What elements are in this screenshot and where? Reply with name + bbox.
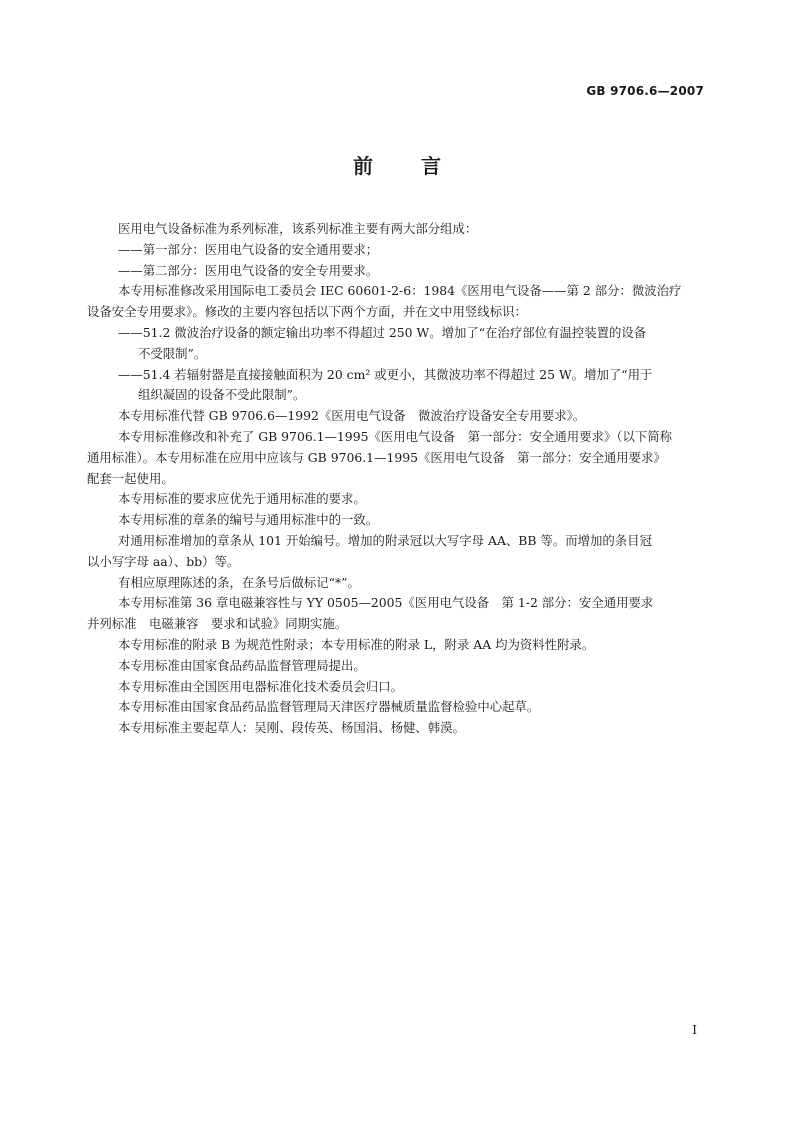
text-line: 有相应原理陈述的条，在条号后做标记“*”。 xyxy=(118,574,360,590)
list-item xyxy=(118,261,708,282)
paragraph xyxy=(118,510,708,531)
text-line: 本专用标准由国家食品药品监督管理局提出。 xyxy=(118,657,366,673)
text-line: 本专用标准代替 GB 9706.6—1992《医用电气设备 微波治疗设备安全专用要求》。 xyxy=(118,408,586,424)
text-line: 组织凝固的设备不受此限制”。 xyxy=(138,387,306,403)
paragraph xyxy=(118,697,708,718)
list-item xyxy=(118,323,708,365)
text-line: 本专用标准的要求应优先于通用标准的要求。 xyxy=(118,491,366,507)
text-line: 通用标准）。本专用标准在应用中应该与 GB 9706.1—1995《医用电气设备 第一部分：安全通用要求》 xyxy=(87,449,666,465)
text-line: 不受限制”。 xyxy=(138,345,207,361)
text-line: 配套一起使用。 xyxy=(87,470,174,486)
text-line: 本专用标准修改和补充了 GB 9706.1—1995《医用电气设备 第一部分：安全通用要求》（以下简称 xyxy=(118,428,673,444)
text-line: 设备安全专用要求》。修改的主要内容包括以下两个方面，并在文中用竖线标识： xyxy=(87,304,527,320)
list-item xyxy=(118,365,708,407)
foreword-content xyxy=(87,219,708,739)
text-line: ——51.4 若辐射器是直接接触面积为 20 cm² 或更小，其微波功率不得超过 25 W。增加了“用于 xyxy=(118,366,653,382)
paragraph xyxy=(118,406,708,427)
paragraph xyxy=(87,531,708,573)
text-line: ——51.2 微波治疗设备的额定输出功率不得超过 250 W。增加了“在治疗部位有温控装置的设备 xyxy=(118,324,647,340)
paragraph xyxy=(87,281,708,323)
text-line: 对通用标准增加的章条从 101 开始编号。增加的附录冠以大写字母 AA、BB 等。而增加的条目冠 xyxy=(118,532,652,548)
text-line: ——第二部分：医用电气设备的安全专用要求。 xyxy=(118,262,379,278)
text-line: 本专用标准由全国医用电器标准化技术委员会归口。 xyxy=(118,678,403,694)
text-line: ——第一部分：医用电气设备的安全通用要求； xyxy=(118,241,379,257)
paragraph xyxy=(118,677,708,698)
page-title: 前 言 xyxy=(353,154,455,178)
text-line: 本专用标准第 36 章电磁兼容性与 YY 0505—2005《医用电气设备 第 1-2 部分：安全通用要求 xyxy=(118,595,654,611)
document-code: GB 9706.6—2007 xyxy=(586,84,704,98)
paragraph xyxy=(87,593,708,635)
paragraph xyxy=(118,635,708,656)
text-line: 本专用标准的章条的编号与通用标准中的一致。 xyxy=(118,512,379,528)
paragraph xyxy=(118,489,708,510)
text-line: 本专用标准修改采用国际电工委员会 IEC 60601-2-6：1984《医用电气设备——第 2 部分：微波治疗 xyxy=(118,283,682,299)
text-line: 本专用标准的附录 B 为规范性附录；本专用标准的附录 L，附录 AA 均为资料性附录。 xyxy=(118,636,595,652)
page-number: I xyxy=(692,1023,697,1037)
paragraph xyxy=(118,656,708,677)
text-line: 本专用标准由国家食品药品监督管理局天津医疗器械质量监督检验中心起草。 xyxy=(118,699,540,715)
text-line: 并列标准 电磁兼容 要求和试验》同期实施。 xyxy=(87,616,348,632)
text-line: 医用电气设备标准为系列标准，该系列标准主要有两大部分组成： xyxy=(118,221,478,236)
text-line: 本专用标准主要起草人：吴刚、段传英、杨国涓、杨健、韩漠。 xyxy=(118,720,465,736)
paragraph xyxy=(118,219,708,240)
paragraph xyxy=(118,573,708,594)
paragraph xyxy=(87,427,708,489)
text-line: 以小写字母 aa）、bb）等。 xyxy=(87,553,240,569)
list-item xyxy=(118,240,708,261)
paragraph xyxy=(118,718,708,739)
